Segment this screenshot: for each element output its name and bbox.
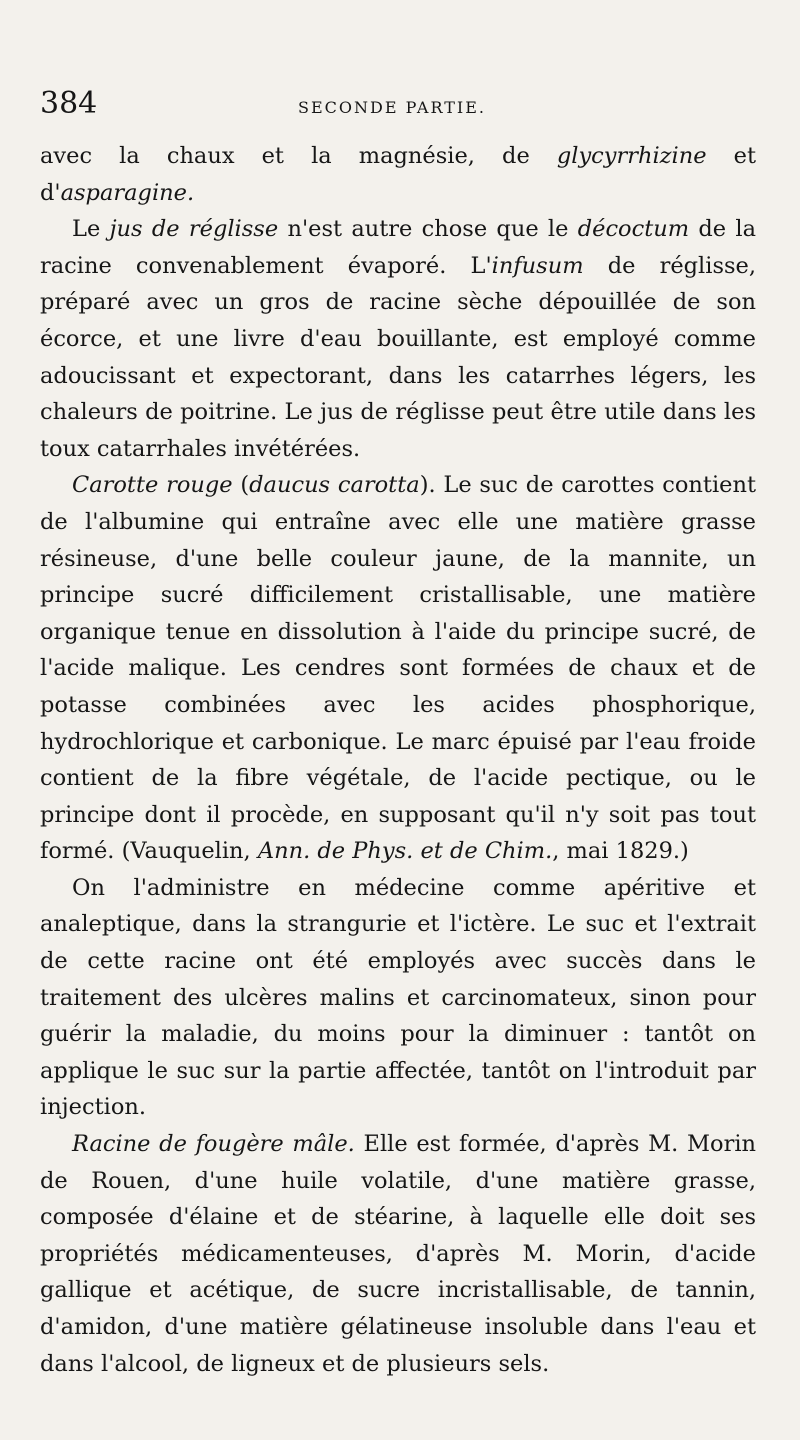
text-run: de la racine convenablement évaporé. L' (40, 216, 756, 279)
text-run: Le (72, 216, 110, 243)
italic-text: daucus carotta (249, 472, 420, 499)
italic-text: Racine de fougère mâle. (72, 1131, 355, 1158)
text-run: ). Le suc de carottes contient de l'albumine qui entraîne avec elle une matière grasse résineuse, d'une belle couleur jaune, de la mannite, un principe sucré difficilement cristallisable, une matière organique tenue en dissolution à l'aide du principe sucré, de l'acide malique. Les cendres sont formées de chaux et de potasse combinées avec les acides phosphorique, hydrochlorique et carbonique. Le marc épuisé par l'eau froide contient de la fibre végétale, de l'acide pectique, ou le principe dont il procède, en supposant qu'il n'y soit pas tout formé. (Vauquelin, (40, 472, 757, 865)
italic-text: infusum (491, 252, 584, 279)
page-header (40, 86, 752, 126)
italic-text: Carotte rouge (72, 472, 233, 499)
text-run: On l'administre en médecine comme apéritive et analeptique, dans la strangurie et l'ictère. Le suc et l'extrait de cette racine ont été employés avec succès dans le traitement des ulcères malins et carcinomateux, sinon pour guérir la maladie, du moins pour la diminuer : tantôt on applique le suc sur la partie affectée, tantôt on l'introduit par injection. (40, 874, 756, 1121)
text-run: de réglisse, préparé avec un gros de racine sèche dépouillée de son écorce, et une livre d'eau bouillante, est employé comme adoucissant et expectorant, dans les catarrhes légers, les chaleurs de poitrine. Le jus de réglisse peut être utile dans les toux catarrhales invétérées. (40, 252, 757, 462)
paragraph-carotte-rouge (40, 467, 756, 870)
text-run: Elle est formée, d'après M. Morin de Rouen, d'une huile volatile, d'une matière grasse, composée d'élaine et de stéarine, à laquelle elle doit ses propriétés médicamenteuses, d'après M. Morin, d'acide gallique et acétique, de sucre incristallisable, de tannin, d'amidon, d'une matière gélatineuse insoluble dans l'eau et dans l'alcool, de ligneux et de plusieurs sels. (40, 1131, 757, 1377)
text-run: et d' (40, 143, 756, 206)
page-number: 384 (40, 86, 98, 121)
paragraph-fougere-male (40, 1126, 756, 1382)
text-run: n'est autre chose que le (278, 216, 578, 243)
italic-text: décoctum (577, 216, 690, 243)
paragraph-administration (40, 870, 756, 1126)
italic-text: Ann. de Phys. et de Chim. (257, 838, 553, 865)
paragraph-jus-de-reglisse (40, 211, 756, 467)
italic-text: glycyrrhizine (556, 143, 707, 169)
text-run: avec la chaux et la magnésie, de (40, 143, 557, 169)
text-run: ( (232, 472, 250, 499)
page-body (40, 138, 756, 1382)
paragraph-continuation (40, 138, 756, 211)
running-head: SECONDE PARTIE. (298, 98, 486, 117)
italic-text: jus de réglisse (109, 216, 279, 243)
italic-text: asparagine. (60, 179, 195, 206)
text-run: , mai 1829.) (552, 838, 689, 865)
